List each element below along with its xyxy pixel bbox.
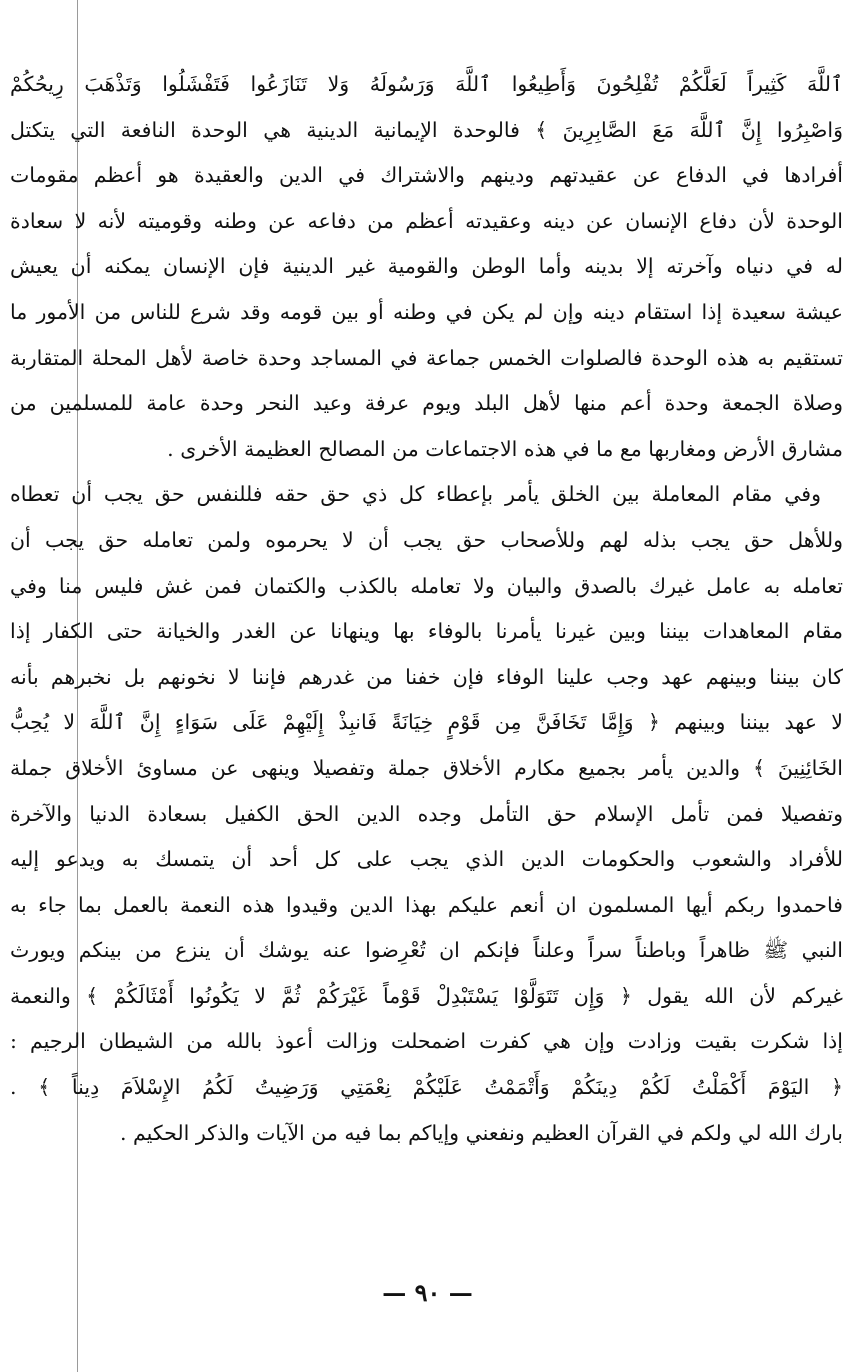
body-text: [10, 62, 843, 1156]
text-line: لا عهد بيننا وبينهم ﴿ وَإِمَّا تَخَافَنَّ مِن قَوْمٍ خِيَانَةً فَانبِذْ إِلَيْهِمْ عَلَى سَوَاءٍ إِنَّ ٱللَّهَ لا يُحِبُّ: [10, 710, 843, 735]
text-line: النبي ﷺ ظاهراً وباطناً سراً وعلناً فإنكم ان تُعْرِضوا عنه يوشك أن ينزع من بينكم ويورث: [10, 938, 843, 963]
text-line: أفرادها في الدفاع عن عقيدتهم ودينهم والاشتراك في الدين والعقيدة هو أعظم مقومات: [10, 163, 843, 188]
text-line: تستقيم به هذه الوحدة فالصلوات الخمس جماعة في المساجد وحدة خاصة لأهل المحلة المتقاربة: [10, 345, 843, 370]
text-line: ٱللَّهَ كَثِيراً لَعَلَّكُمْ تُفْلِحُونَ وَأَطِيعُوا ٱللَّهَ وَرَسُولَهُ وَلا تَنَازَعُوا فَتَفْشَلُوا وَتَذْهَبَ رِيحُكُمْ: [10, 72, 843, 96]
text-line: تعامله به عامل غيرك بالصدق والبيان ولا تعامله بالكذب والكتمان فمن غش فليس منا وفي: [10, 573, 843, 598]
text-line: ﴿ اليَوْمَ أَكْمَلْتُ لَكُمْ دِينَكُمْ وَأَتْمَمْتُ عَلَيْكُمْ نِعْمَتِي وَرَضِيتُ لَكُمُ الإِسْلاَمَ دِيناً ﴾ .: [10, 1075, 843, 1100]
text-line: الخَائِنِينَ ﴾ والدين يأمر بجميع مكارم الأخلاق جملة وتفصيلا وينهى عن مساوئ الأخلاق جملة: [10, 755, 843, 780]
text-line: له في دنياه وآخرته إلا بدينه وأما الوطن والقومية غير الدينية فإن الإنسان يمكنه أن يعيش: [10, 254, 843, 279]
text-line: بارك الله لي ولكم في القرآن العظيم ونفعني وإياكم بما فيه من الآيات والذكر الحكيم .: [120, 1120, 843, 1145]
text-line: فاحمدوا ربكم أيها المسلمون ان أنعم عليكم بهذا الدين وقيدوا هذه النعمة بالعمل بما جاء به: [10, 892, 843, 917]
text-line: إذا شكرت بقيت وزادت وإن هي كفرت اضمحلت وزالت أعوذ بالله من الشيطان الرجيم :: [10, 1029, 843, 1054]
text-line: وللأهل حق يجب بذله لهم وللأصحاب حق يجب أن لا يحرموه ولمن تعامله حق يجب أن: [10, 527, 843, 552]
text-line: مقام المعاهدات بيننا وبين غيرنا يأمرنا بالوفاء بها وينهانا عن الغدر والخيانة حتى الكفار إذا: [10, 619, 843, 644]
text-line: الوحدة لأن دفاع الإنسان عن دينه وعقيدته أعظم من دفاعه عن وطنه وقوميته لأنه لا سعادة: [10, 208, 843, 233]
text-line: كان بيننا وبينهم عهد وجب علينا الوفاء فإن خفنا من غدرهم فإننا لا نخونهم بل نخبرهم بأنه: [10, 664, 843, 689]
text-line: وَاصْبِرُوا إِنَّ ٱللَّهَ مَعَ الصَّابِرِينَ ﴾ فالوحدة الإيمانية الدينية هي الوحدة النافعة التي يتكتل: [10, 117, 843, 142]
page-number: — ٩٠ —: [382, 1278, 473, 1307]
text-line: للأفراد والشعوب والحكومات الدين الذي يجب على كل أحد أن يتمسك به ويدعو إليه: [10, 847, 843, 872]
text-line: وفي مقام المعاملة بين الخلق يأمر بإعطاء كل ذي حق حقه فللنفس حق يجب أن تعطاه: [10, 482, 821, 507]
text-line: مشارق الأرض ومغاربها مع ما في هذه الاجتماعات من المصالح العظيمة الأخرى .: [167, 436, 843, 461]
text-line: عيشة سعيدة إذا استقام دينه وإن لم يكن في وطنه أو بين قومه وقد شرع للناس من الأمور ما: [10, 299, 843, 324]
text-line: وتفصيلا فمن تأمل الإسلام حق التأمل وجده الدين الحق الكفيل بسعادة الدنيا والآخرة: [10, 801, 843, 826]
text-line: غيركم لأن الله يقول ﴿ وَإِن تَتَوَلَّوْا يَسْتَبْدِلْ قَوْماً غَيْرَكُمْ ثُمَّ لا يَكُونُوا أَمْثَالَكُمْ ﴾ والنعمة: [10, 983, 843, 1008]
text-line: وصلاة الجمعة وحدة أعم منها لأهل البلد ويوم عرفة وعيد النحر وحدة عامة للمسلمين من: [10, 391, 843, 416]
